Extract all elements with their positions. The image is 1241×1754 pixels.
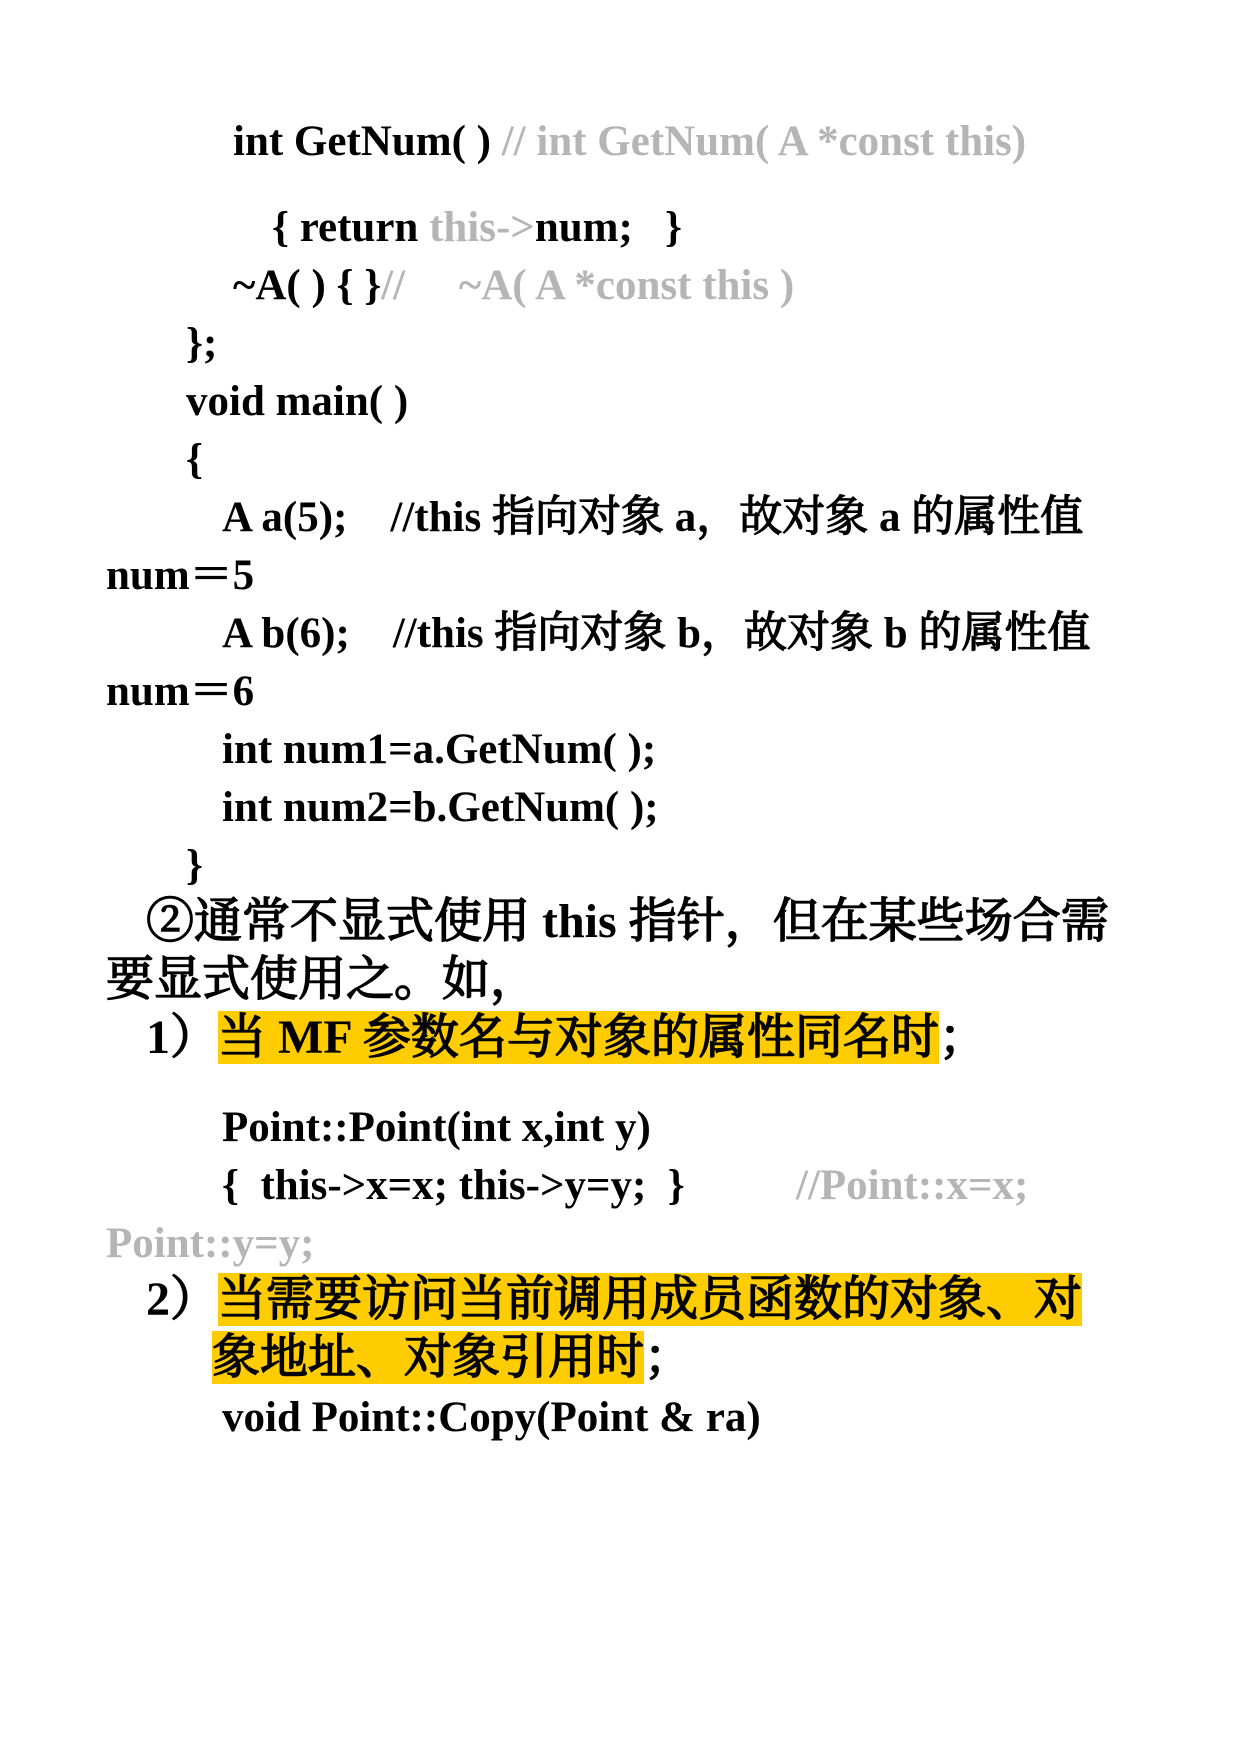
case-2-punct: ； [644, 1331, 693, 1384]
code-line-main-close: } [186, 842, 203, 889]
code-line-num1: int num1=a.GetNum( ); [222, 726, 657, 773]
code-line-return [272, 206, 682, 249]
getnum-decl: int GetNum( ) [233, 118, 491, 165]
return-this: this-> [429, 204, 535, 251]
code-line-ctor-comment-wrap: Point::y=y; [106, 1220, 315, 1267]
code-line-destructor [233, 264, 794, 307]
code-line-main-open: { [186, 436, 203, 483]
code-line-ctor-decl: Point::Point(int x,int y) [222, 1104, 651, 1151]
getnum-sep: // [490, 118, 537, 165]
case-1-punct: ； [938, 1011, 987, 1064]
case-2-number: 2） [146, 1273, 219, 1326]
case-2-highlight-1: 当需要访问当前调用成员函数的对象、对 [218, 1273, 1083, 1326]
return-close: num; } [534, 204, 682, 251]
getnum-comment: int GetNum( A *const this) [536, 118, 1027, 165]
section-2-intro-line-2: 要显式使用之。如， [106, 953, 539, 1006]
code-line-ctor-comment: //Point::x=x; [796, 1162, 1029, 1209]
dtor-comment: // ~A( A *const this ) [381, 262, 795, 309]
code-line-stmt-b [222, 612, 1090, 655]
case-1-highlight: 当 MF 参数名与对象的属性同名时 [218, 1011, 939, 1064]
case-2-line-2 [212, 1331, 693, 1384]
section-2-intro-line-1: ②通常不显式使用 this 指针，但在某些场合需 [146, 895, 1109, 948]
code-line-num2: int num2=b.GetNum( ); [222, 784, 659, 831]
code-line-ctor-body: { this->x=x; this->y=y; } [222, 1162, 685, 1209]
code-line-stmt-b-wrap: num＝6 [106, 668, 255, 715]
case-1-line [146, 1011, 987, 1064]
code-line-copy-decl: void Point::Copy(Point & ra) [222, 1394, 761, 1441]
code-line-main-decl: void main( ) [186, 378, 409, 425]
code-line-class-end: }; [186, 320, 218, 367]
code-line-getnum [233, 120, 1026, 163]
code-line-stmt-a [222, 496, 1083, 539]
code-line-stmt-a-wrap: num＝5 [106, 552, 255, 599]
stmt-a-comment: //this 指向对象 a，故对象 a 的属性值 [390, 494, 1084, 541]
return-open: { return [272, 204, 430, 251]
case-2-line-1 [146, 1273, 1083, 1326]
case-2-highlight-2: 象地址、对象引用时 [212, 1331, 645, 1384]
stmt-b-comment: //this 指向对象 b，故对象 b 的属性值 [392, 610, 1091, 657]
stmt-b-code: A b(6); [222, 610, 393, 657]
case-1-number: 1） [146, 1011, 219, 1064]
dtor: ~A( ) { } [233, 262, 382, 309]
stmt-a-code: A a(5); [222, 494, 391, 541]
